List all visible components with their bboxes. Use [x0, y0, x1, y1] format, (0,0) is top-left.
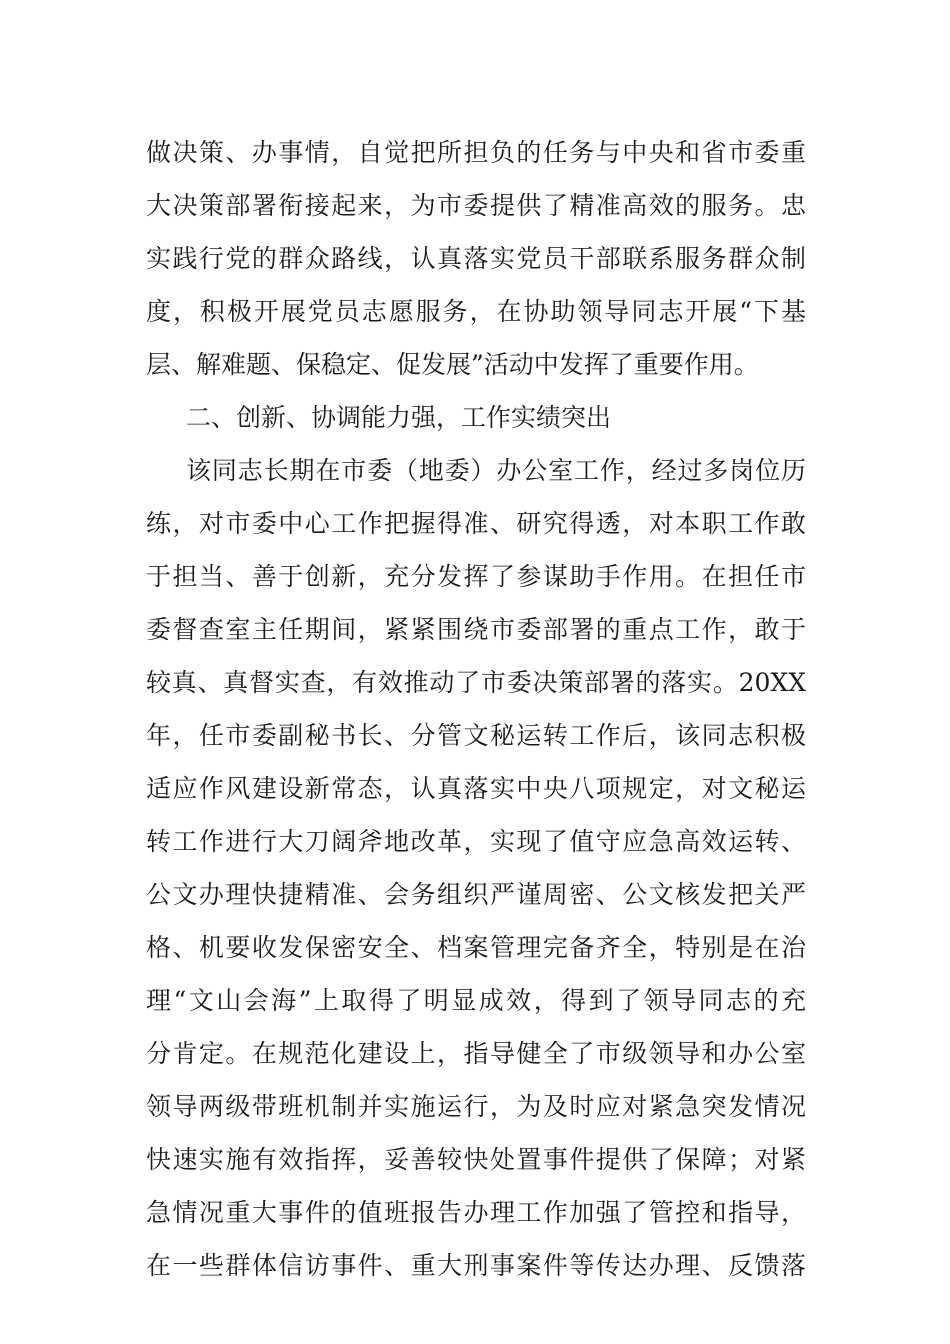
- text-line: 层、解难题、保稳定、促发展”活动中发挥了重要作用。: [146, 350, 759, 379]
- document-body: [146, 126, 806, 1292]
- text-line: 在一些群体信访事件、重大刑事案件等传达办理、反馈落: [146, 1251, 806, 1280]
- text-line: 分肯定。在规范化建设上，指导健全了市级领导和办公室: [146, 1039, 806, 1068]
- text-line: 大决策部署衔接起来，为市委提供了精准高效的服务。忠: [146, 191, 806, 220]
- text-line: 该同志长期在市委（地委）办公室工作，经过多岗位历: [186, 456, 806, 485]
- text-line: 快速实施有效指挥，妥善较快处置事件提供了保障；对紧: [146, 1145, 806, 1174]
- text-line: 于担当、善于创新，充分发挥了参谋助手作用。在担任市: [146, 562, 806, 591]
- text-line: 练，对市委中心工作把握得准、研究得透，对本职工作敢: [146, 509, 806, 538]
- text-line: 较真、真督实查，有效推动了市委决策部署的落实。20XX: [146, 668, 806, 697]
- paragraph-1: [146, 126, 806, 391]
- text-line: 转工作进行大刀阔斧地改革，实现了值守应急高效运转、: [146, 827, 806, 856]
- text-line: 公文办理快捷精准、会务组织严谨周密、公文核发把关严: [146, 880, 806, 909]
- text-line: 领导两级带班机制并实施运行，为及时应对紧急突发情况: [146, 1092, 806, 1121]
- text-line: 度，积极开展党员志愿服务，在协助领导同志开展“下基: [146, 297, 806, 326]
- text-line: 急情况重大事件的值班报告办理工作加强了管控和指导，: [146, 1198, 806, 1227]
- paragraph-2: [146, 444, 806, 1292]
- section-heading: [146, 391, 806, 444]
- text-line: 理“文山会海”上取得了明显成效，得到了领导同志的充: [146, 986, 806, 1015]
- text-line: 实践行党的群众路线，认真落实党员干部联系服务群众制: [146, 244, 806, 273]
- text-line: 做决策、办事情，自觉把所担负的任务与中央和省市委重: [146, 138, 806, 167]
- text-line: 年，任市委副秘书长、分管文秘运转工作后，该同志积极: [146, 721, 806, 750]
- heading-text: 二、创新、协调能力强，工作实绩突出: [186, 403, 612, 432]
- text-line: 适应作风建设新常态，认真落实中央八项规定，对文秘运: [146, 774, 806, 803]
- text-line: 格、机要收发保密安全、档案管理完备齐全，特别是在治: [146, 933, 806, 962]
- text-line: 委督查室主任期间，紧紧围绕市委部署的重点工作，敢于: [146, 615, 806, 644]
